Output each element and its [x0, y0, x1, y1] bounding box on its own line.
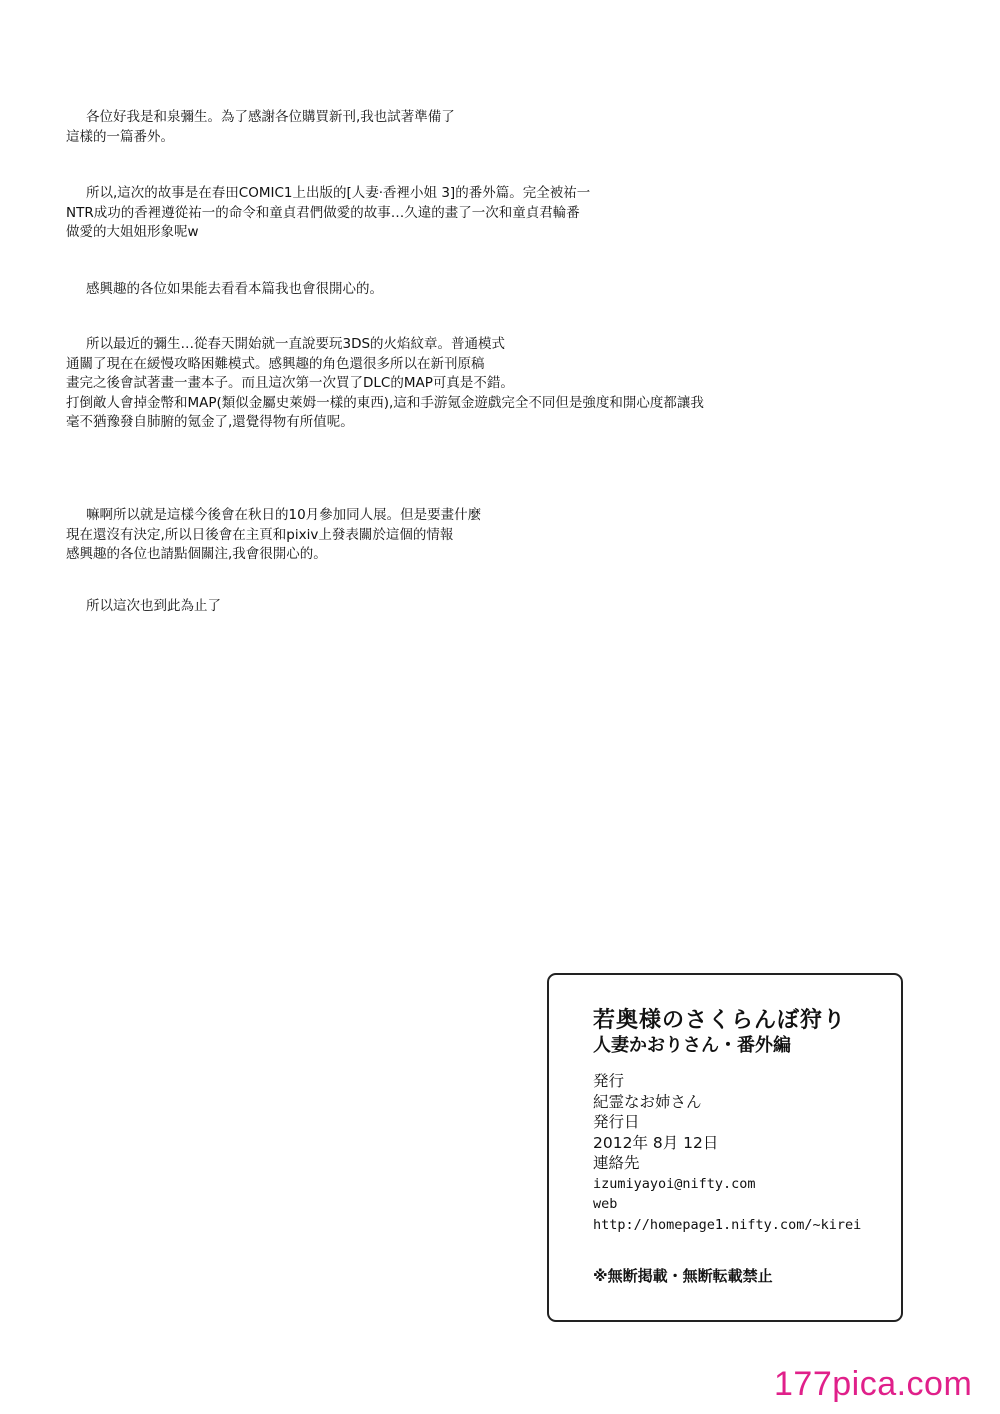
- afterword-paragraph-3: [66, 280, 383, 300]
- afterword-line: 感興趣的各位也請點個關注,我會很開心的。: [66, 546, 327, 562]
- afterword-line: 現在還沒有決定,所以日後會在主頁和pixiv上發表關於這個的情報: [66, 526, 454, 543]
- afterword-paragraph-5: [66, 506, 481, 565]
- afterword-paragraph-6: [66, 597, 221, 617]
- contact-label: 連絡先: [593, 1154, 640, 1172]
- afterword-line: 毫不猶豫發自肺腑的氪金了,還覺得物有所值呢。: [66, 414, 354, 430]
- afterword-line: 嘛啊所以就是這樣今後會在秋日的10月參加同人展。但是要畫什麼: [86, 507, 482, 523]
- colophon-details: [593, 1071, 861, 1235]
- reprint-notice: ※無断掲載・無断転載禁止: [593, 1267, 773, 1285]
- colophon-subtitle: 人妻かおりさん・番外編: [593, 1035, 791, 1056]
- afterword-line: 所以,這次的故事是在春田COMIC1上出版的[人妻‧香裡小姐 3]的番外篇。完全被祐一: [86, 185, 591, 201]
- site-watermark: 177pica.com: [774, 1365, 973, 1403]
- afterword-line: NTR成功的香裡遵從祐一的命令和童貞君們做愛的故事…久違的畫了一次和童貞君輪番: [66, 204, 580, 221]
- afterword-paragraph-2: [66, 184, 590, 243]
- afterword-line: 感興趣的各位如果能去看看本篇我也會很開心的。: [86, 281, 383, 297]
- afterword-line: 這樣的一篇番外。: [66, 128, 174, 145]
- publisher-label: 発行: [593, 1072, 625, 1090]
- web-url: http://homepage1.nifty.com/~kirei: [593, 1216, 862, 1233]
- afterword-line: 所以最近的彌生…從春天開始就一直說要玩3DS的火焰紋章。普通模式: [86, 336, 506, 352]
- colophon-box: [547, 973, 903, 1322]
- web-label: web: [593, 1196, 618, 1212]
- afterword-line: 通關了現在在緩慢攻略困難模式。感興趣的角色還很多所以在新刊原稿: [66, 355, 485, 372]
- afterword-paragraph-1: [66, 108, 455, 147]
- afterword-line: 打倒敵人會掉金幣和MAP(類似金屬史萊姆一樣的東西),這和手游氪金遊戲完全不同但是強度和開心度都讓我: [66, 394, 704, 411]
- afterword-line: 所以這次也到此為止了: [86, 598, 221, 614]
- afterword-line: 畫完之後會試著畫一畫本子。而且這次第一次買了DLC的MAP可真是不錯。: [66, 375, 514, 391]
- colophon-title: 若奥様のさくらんぼ狩り: [593, 1008, 847, 1033]
- afterword-paragraph-4: [66, 335, 704, 433]
- contact-email: izumiyayoi@nifty.com: [593, 1175, 756, 1192]
- afterword-line: 做愛的大姐姐形象呢w: [66, 224, 199, 240]
- afterword-line: 各位好我是和泉彌生。為了感謝各位購買新刊,我也試著準備了: [86, 109, 455, 125]
- publisher-name: 紀霊なお姉さん: [593, 1092, 702, 1111]
- publish-date: 2012年 8月 12日: [593, 1133, 719, 1152]
- date-label: 発行日: [593, 1113, 640, 1131]
